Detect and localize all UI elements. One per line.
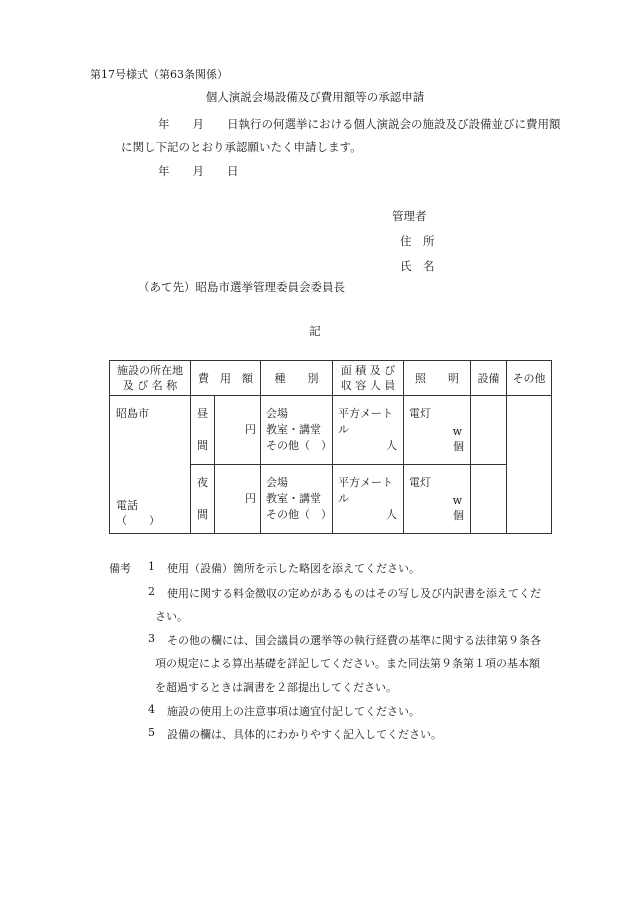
note-text: 設備の欄は、具体的にわかりやすく記入してください。 <box>167 728 442 741</box>
type-classroom-hall: 教室・講堂 <box>266 492 321 505</box>
header-location <box>110 361 191 396</box>
area-cell-day <box>333 396 404 465</box>
note-number: 5 <box>148 726 155 739</box>
header-equipment: 設備 <box>471 361 507 396</box>
note-number: 4 <box>148 703 155 716</box>
period-cell-day <box>191 396 215 465</box>
note-number: 1 <box>148 560 155 573</box>
header-location-line1: 施設の所在地 <box>117 363 183 377</box>
cost-cell-night <box>215 465 261 534</box>
location-cell <box>110 396 191 534</box>
address-label: 住 所 <box>400 234 435 248</box>
equipment-cell-night <box>471 465 507 534</box>
cost-cell-day <box>215 396 261 465</box>
note-number: 3 <box>148 632 155 645</box>
location-phone-paren: （ ） <box>116 514 160 527</box>
table-row-daytime <box>110 396 552 465</box>
note-text-continued: 項の規定による算出基礎を詳記してください。また同法第９条第１項の基本額 <box>155 657 540 670</box>
watt-unit: w <box>452 425 462 438</box>
table-header-row <box>110 361 552 396</box>
location-phone: 電話 <box>116 499 138 512</box>
equipment-cell-day <box>471 396 507 465</box>
header-area-line1: 面 積 及 び <box>340 363 396 377</box>
period-day-top: 昼 <box>197 407 208 420</box>
period-cell-night <box>191 465 215 534</box>
note-text: 使用（設備）箇所を示した略図を添えてください。 <box>167 562 420 575</box>
note-number: 2 <box>148 585 155 598</box>
header-lighting: 照 明 <box>404 361 471 396</box>
people-unit: 人 <box>386 508 397 521</box>
watt-unit: w <box>452 494 462 507</box>
area-unit-line1: 平方メート <box>338 476 393 489</box>
yen-unit: 円 <box>245 492 256 505</box>
yen-unit: 円 <box>245 423 256 436</box>
type-other: その他（ ） <box>266 439 332 452</box>
type-classroom-hall: 教室・講堂 <box>266 423 321 436</box>
notes-label: 備考 <box>109 562 131 575</box>
area-unit-line2: ル <box>338 492 349 505</box>
lighting-cell-day <box>404 396 471 465</box>
header-type: 種 別 <box>261 361 333 396</box>
document-title: 個人演説会場設備及び費用額等の承認申請 <box>205 90 425 104</box>
application-date: 年 月 日 <box>158 164 239 178</box>
light-label: 電灯 <box>409 407 431 420</box>
period-night-top: 夜 <box>197 476 208 489</box>
type-other: その他（ ） <box>266 508 332 521</box>
header-area-line2: 収 容 人 員 <box>340 379 396 392</box>
area-unit-line2: ル <box>338 423 349 436</box>
application-text-line2: に関し下記のとおり承認願いたく申請します。 <box>121 140 362 154</box>
form-number: 第17号様式（第63条関係） <box>90 68 228 81</box>
lighting-cell-night <box>404 465 471 534</box>
period-day-bottom: 間 <box>197 439 208 452</box>
manager-label: 管理者 <box>392 209 427 223</box>
header-location-line2: 及 び 名 称 <box>122 379 178 392</box>
area-unit-line1: 平方メート <box>338 407 393 420</box>
note-text: 使用に関する料金徴収の定めがあるものはその写し及び内訳書を添えてくだ <box>167 587 541 600</box>
type-cell-day <box>261 396 333 465</box>
name-label: 氏 名 <box>400 259 435 273</box>
header-area <box>333 361 404 396</box>
other-cell <box>507 396 552 534</box>
count-unit: 個 <box>453 440 464 453</box>
header-other: その他 <box>507 361 552 396</box>
note-text: 施設の使用上の注意事項は適宜付記してください。 <box>167 705 420 718</box>
light-label: 電灯 <box>409 476 431 489</box>
people-unit: 人 <box>386 439 397 452</box>
header-cost: 費 用 額 <box>191 361 261 396</box>
location-city: 昭島市 <box>116 407 149 420</box>
area-cell-night <box>333 465 404 534</box>
period-night-bottom: 間 <box>197 508 208 521</box>
count-unit: 個 <box>453 509 464 522</box>
note-text-continued: さい。 <box>155 610 188 623</box>
application-text-line1: 年 月 日執行の何選挙における個人演説会の施設及び設備並びに費用額 <box>158 117 561 131</box>
note-text-continued: を超過するときは調書を２部提出してください。 <box>155 681 397 694</box>
type-cell-night <box>261 465 333 534</box>
ki-heading: 記 <box>309 324 321 338</box>
type-venue: 会場 <box>266 407 288 420</box>
addressee: （あて先）昭島市選挙管理委員会委員長 <box>138 280 345 294</box>
facility-table <box>109 360 552 534</box>
type-venue: 会場 <box>266 476 288 489</box>
note-text: その他の欄には、国会議員の選挙等の執行経費の基準に関する法律第９条各 <box>167 634 541 647</box>
